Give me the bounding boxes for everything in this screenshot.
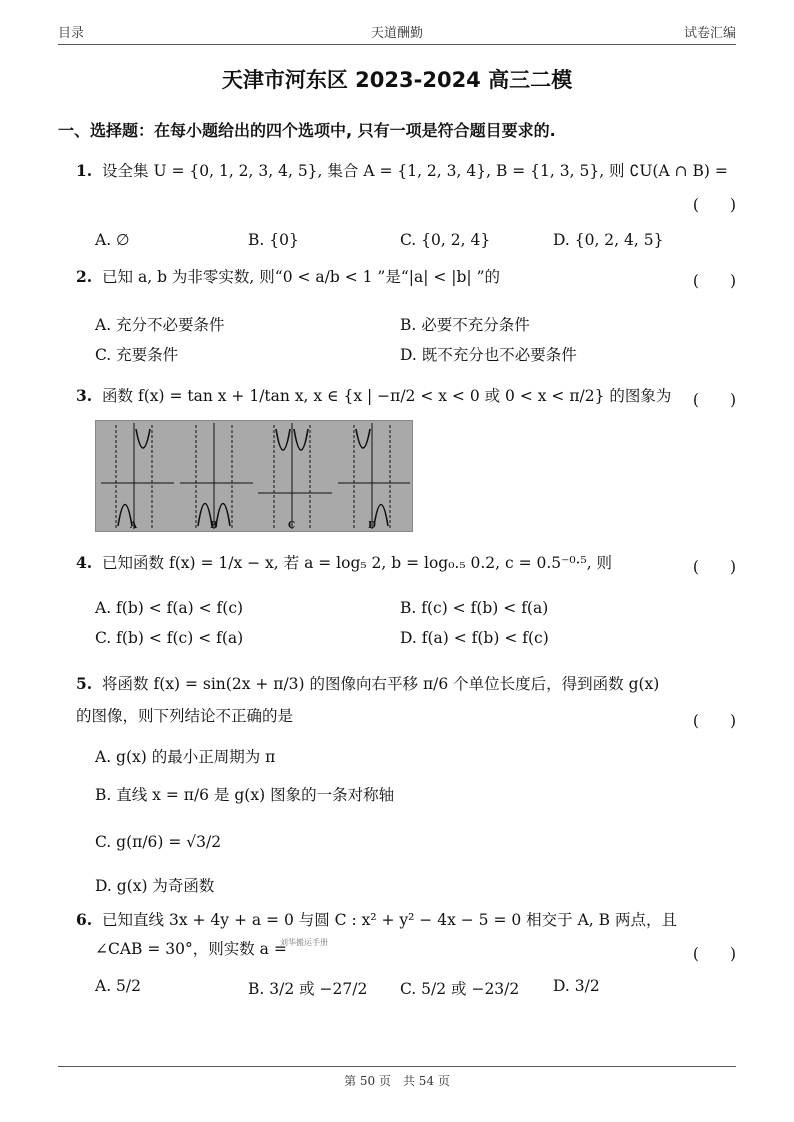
q5-option-a: A. g(x) 的最小正周期为 π [95, 748, 276, 766]
q2-option-d: D. 既不充分也不必要条件 [400, 346, 577, 364]
q1-option-b: B. {0} [248, 231, 299, 249]
q6-text-1: 已知直线 3x + 4y + a = 0 与圆 C : x² + y² − 4x − 5 = 0 相交于 A, B 两点，且 [102, 911, 677, 929]
q2-option-b: B. 必要不充分条件 [400, 316, 530, 334]
graph-label-d: D [368, 521, 376, 531]
q3-graph-svg [96, 421, 414, 533]
q4-option-b: B. f(c) < f(b) < f(a) [400, 599, 549, 617]
graph-a [101, 423, 174, 529]
q1-option-d: D. {0, 2, 4, 5} [553, 231, 664, 249]
q2-option-a: A. 充分不必要条件 [95, 316, 225, 334]
q5-text-1: 将函数 f(x) = sin(2x + π/3) 的图像向右平移 π/6 个单位长度后，得到函数 g(x) [102, 675, 660, 693]
q2-option-c: C. 充要条件 [95, 346, 179, 364]
q5-stem-line1 [76, 676, 659, 693]
graph-b-curve-right [216, 504, 230, 527]
q3-number: 3. [76, 386, 93, 405]
q6-option-a: A. 5/2 [95, 977, 141, 995]
page-header [58, 22, 736, 46]
q6-number: 6. [76, 910, 93, 929]
q6-answer-paren: ( ) [692, 945, 736, 963]
page-title: 天津市河东区 2023-2024 高三二模 [221, 68, 573, 92]
q1-option-a: A. ∅ [95, 231, 130, 249]
q4-option-c: C. f(b) < f(c) < f(a) [95, 629, 244, 647]
q6-option-d: D. 3/2 [553, 977, 600, 995]
header-center: 天道酬勤 [370, 26, 424, 41]
q4-number: 4. [76, 553, 93, 572]
q1-option-c: C. {0, 2, 4} [400, 231, 491, 249]
q3-text: 函数 f(x) = tan x + 1/tan x, x ∈ {x | −π/2 < x < 0 或 0 < x < π/2} 的图象为 [102, 387, 672, 405]
q2-text: 已知 a, b 为非零实数, 则“0 < a/b < 1 ”是“|a| < |b| ”的 [102, 268, 501, 286]
q3-graph-figure [95, 420, 413, 532]
q5-option-b: B. 直线 x = π/6 是 g(x) 图象的一条对称轴 [95, 786, 395, 804]
header-rule [58, 44, 736, 45]
header-left[interactable]: 目录 [58, 26, 85, 41]
q4-option-a: A. f(b) < f(a) < f(c) [95, 599, 244, 617]
watermark-text: 刘华搬运手册 [280, 938, 328, 947]
graph-d [338, 423, 410, 529]
q3-stem [76, 388, 671, 405]
section-heading: 一、选择题：在每小题给出的四个选项中, 只有一项是符合题目要求的. [58, 121, 556, 140]
q1-stem [76, 163, 728, 180]
graph-label-a: A [130, 521, 137, 531]
graph-b [180, 423, 253, 529]
q6-option-b: B. 3/2 或 −27/2 [248, 980, 368, 998]
q1-number: 1. [76, 161, 93, 180]
graph-d-curve-right [374, 505, 388, 527]
q6-stem-line1 [76, 912, 677, 929]
q5-number: 5. [76, 674, 93, 693]
q2-number: 2. [76, 267, 93, 286]
footer-rule [58, 1066, 736, 1067]
q6-stem-line2: ∠CAB = 30°，则实数 a = [95, 940, 287, 958]
header-right: 试卷汇编 [683, 26, 736, 41]
q6-option-c: C. 5/2 或 −23/2 [400, 980, 520, 998]
q4-answer-paren: ( ) [692, 558, 736, 576]
q5-answer-paren: ( ) [692, 712, 736, 730]
q4-option-d: D. f(a) < f(b) < f(c) [400, 629, 549, 647]
q4-text: 已知函数 f(x) = 1/x − x, 若 a = log₅ 2, b = log₀.₅ 0.2, c = 0.5⁻⁰·⁵, 则 [102, 554, 613, 572]
q5-stem-line2: 的图像，则下列结论不正确的是 [76, 707, 294, 725]
graph-c-curve-left [276, 429, 290, 450]
q2-answer-paren: ( ) [692, 272, 736, 290]
q4-stem [76, 555, 612, 572]
graph-a-curve-right [136, 429, 150, 448]
graph-label-c: C [288, 521, 296, 531]
graph-c-curve-right [294, 429, 308, 450]
page-footer: 第 50 页 共 54 页 [344, 1074, 450, 1088]
graph-label-b: B [210, 521, 218, 531]
q5-option-d: D. g(x) 为奇函数 [95, 877, 215, 895]
q3-answer-paren: ( ) [692, 391, 736, 409]
q1-answer-paren: ( ) [692, 196, 736, 214]
q5-option-c: C. g(π/6) = √3/2 [95, 833, 222, 851]
q1-text: 设全集 U = {0, 1, 2, 3, 4, 5}, 集合 A = {1, 2, 3, 4}, B = {1, 3, 5}, 则 ∁U(A ∩ B) = [102, 162, 728, 180]
graph-c [258, 423, 332, 529]
q2-stem [76, 269, 500, 286]
graph-d-curve-left [356, 429, 370, 448]
